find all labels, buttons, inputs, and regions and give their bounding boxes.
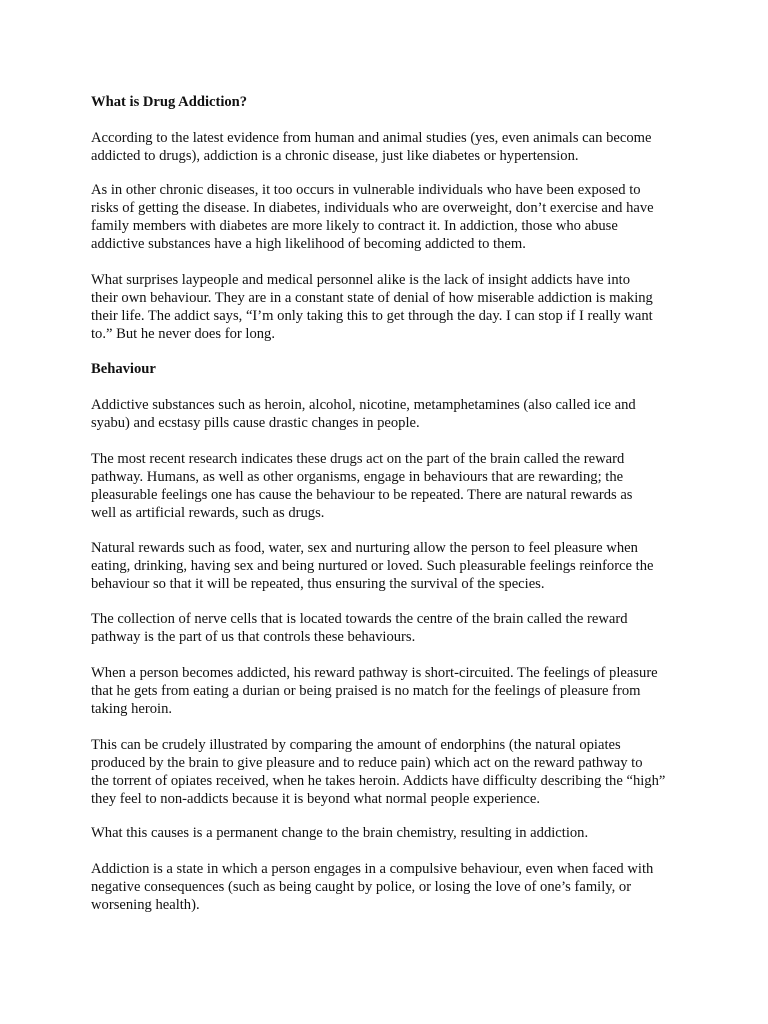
- paragraph-chronic-diseases: [91, 181, 691, 253]
- section-heading-text: Behaviour: [91, 361, 156, 377]
- paragraph-line: worsening health).: [91, 897, 200, 913]
- paragraph-line: well as artificial rewards, such as drugs.: [91, 505, 325, 521]
- section-heading: [91, 360, 691, 378]
- paragraph-research: [91, 450, 691, 522]
- paragraph-line: pathway. Humans, as well as other organisms, engage in behaviours that are rewarding; the: [91, 469, 624, 485]
- paragraph-line: negative consequences (such as being caught by police, or losing the love of one’s family, or: [91, 879, 632, 895]
- paragraph-compulsive-behaviour: [91, 860, 691, 914]
- paragraph-line: The most recent research indicates these drugs act on the part of the brain called the reward: [91, 451, 625, 467]
- paragraph-line: their life. The addict says, “I’m only taking this to get through the day. I can stop if I really want: [91, 308, 653, 324]
- paragraph-natural-rewards: [91, 539, 691, 593]
- paragraph-line: risks of getting the disease. In diabetes, individuals who are overweight, don’t exercise and have: [91, 200, 654, 216]
- paragraph-line: produced by the brain to give pleasure and to reduce pain) which act on the reward pathway to: [91, 755, 643, 771]
- paragraph-line: What this causes is a permanent change to the brain chemistry, resulting in addiction.: [91, 825, 589, 841]
- paragraph-line: What surprises laypeople and medical personnel alike is the lack of insight addicts have into: [91, 272, 630, 288]
- paragraph-line: addictive substances have a high likelihood of becoming addicted to them.: [91, 236, 526, 252]
- paragraph-line: pleasurable feelings one has cause the behaviour to be repeated. There are natural rewards as: [91, 487, 633, 503]
- paragraph-line: Addictive substances such as heroin, alcohol, nicotine, metamphetamines (also called ice and: [91, 397, 636, 413]
- paragraph-line: The collection of nerve cells that is located towards the centre of the brain called the reward: [91, 611, 628, 627]
- paragraph-nerve-cells: [91, 610, 691, 646]
- paragraph-line: As in other chronic diseases, it too occurs in vulnerable individuals who have been exposed to: [91, 182, 641, 198]
- paragraph-line: Natural rewards such as food, water, sex and nurturing allow the person to feel pleasure when: [91, 540, 638, 556]
- paragraph-line: the torrent of opiates received, when he takes heroin. Addicts have difficulty describing the “high”: [91, 773, 666, 789]
- paragraph-line: pathway is the part of us that controls these behaviours.: [91, 629, 416, 645]
- paragraph-line: to.” But he never does for long.: [91, 326, 275, 342]
- paragraph-short-circuited: [91, 664, 691, 718]
- paragraph-permanent-change: [91, 824, 691, 842]
- paragraph-line: they feel to non-addicts because it is beyond what normal people experience.: [91, 791, 541, 807]
- paragraph-line: family members with diabetes are more likely to contract it. In addiction, those who abuse: [91, 218, 618, 234]
- paragraph-line: eating, drinking, having sex and being nurtured or loved. Such pleasurable feelings reinforce the: [91, 558, 654, 574]
- paragraph-line: that he gets from eating a durian or being praised is no match for the feelings of pleasure from: [91, 683, 641, 699]
- paragraph-line: According to the latest evidence from human and animal studies (yes, even animals can become: [91, 130, 652, 146]
- paragraph-line: taking heroin.: [91, 701, 173, 717]
- paragraph-evidence: [91, 129, 691, 165]
- paragraph-line: behaviour so that it will be repeated, thus ensuring the survival of the species.: [91, 576, 545, 592]
- paragraph-line: When a person becomes addicted, his reward pathway is short-circuited. The feelings of pleasure: [91, 665, 658, 681]
- paragraph-line: This can be crudely illustrated by comparing the amount of endorphins (the natural opiates: [91, 737, 621, 753]
- title-text: What is Drug Addiction?: [91, 94, 248, 110]
- paragraph-substances: [91, 396, 691, 432]
- paragraph-lack-of-insight: [91, 271, 691, 343]
- page-title: [91, 93, 691, 111]
- paragraph-line: Addiction is a state in which a person engages in a compulsive behaviour, even when faced with: [91, 861, 654, 877]
- paragraph-line: their own behaviour. They are in a constant state of denial of how miserable addiction is making: [91, 290, 653, 306]
- paragraph-endorphins: [91, 736, 691, 808]
- paragraph-line: addicted to drugs), addiction is a chronic disease, just like diabetes or hypertension.: [91, 148, 579, 164]
- paragraph-line: syabu) and ecstasy pills cause drastic changes in people.: [91, 415, 420, 431]
